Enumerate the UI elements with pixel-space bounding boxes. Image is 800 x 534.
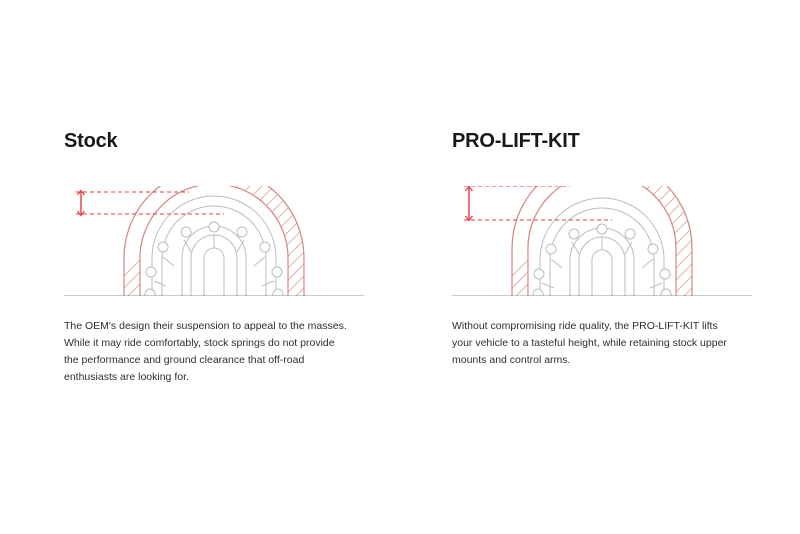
stock-wheel-clearance-diagram <box>64 186 364 296</box>
page-title-pro-lift-kit: PRO-LIFT-KIT <box>452 130 580 152</box>
pro-lift-kit-description: Without compromising ride quality, the PRO-LIFT-KIT lifts your vehicle to a tasteful height, while retaining stock upper mounts and control arms. <box>452 320 727 366</box>
clearance-measure-arrow <box>78 191 85 216</box>
clearance-measure-arrow <box>466 187 473 221</box>
panel-stock <box>64 130 364 386</box>
prolift-wheel-clearance-diagram <box>452 186 752 296</box>
stock-description: The OEM's design their suspension to appeal to the masses. While it may ride comfortably, stock springs do not provide the performance and ground clearance that off-road enthusiasts are looking for. <box>64 320 347 383</box>
panel-pro-lift-kit <box>452 130 752 369</box>
page-title-stock: Stock <box>64 130 118 152</box>
